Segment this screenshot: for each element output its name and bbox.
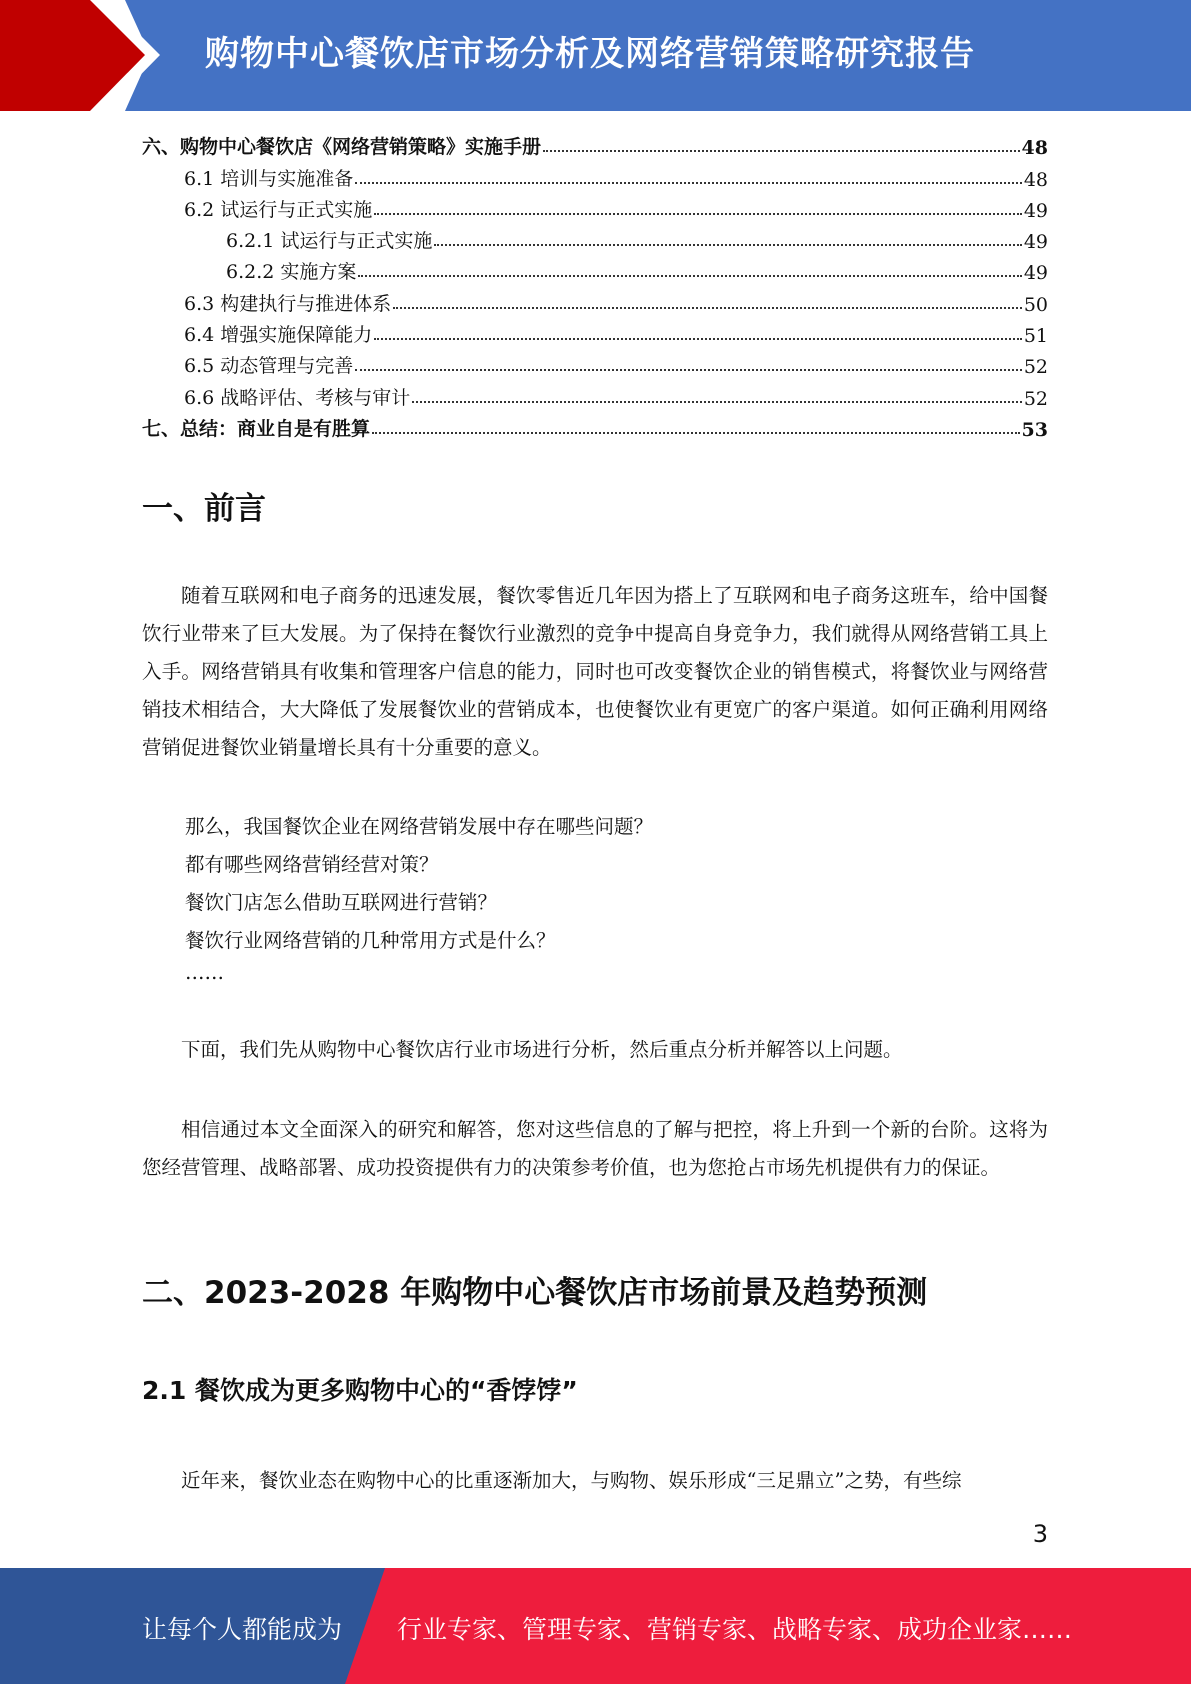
toc-entry-page: 49	[1023, 231, 1048, 254]
toc-entry-page: 52	[1023, 387, 1048, 410]
question-item: 餐饮门店怎么借助互联网进行营销？	[185, 891, 498, 914]
toc-entry[interactable]	[142, 159, 1048, 190]
toc-entry-page: 53	[1021, 418, 1048, 441]
toc-entry[interactable]	[142, 378, 1048, 409]
toc-leader-dots	[374, 338, 1022, 340]
conclusion-paragraph: 相信通过本文全面深入的研究和解答，您对这些信息的了解与把控，将上升到一个新的台阶。这将为您经营管理、战略部署、成功投资提供有力的决策参考价值，也为您抢占市场先机提供有力的保证。	[142, 1118, 1048, 1179]
toc-entry-label: 6.3 构建执行与推进体系	[184, 292, 392, 315]
toc-leader-dots	[393, 307, 1022, 309]
toc-entry-page: 50	[1023, 293, 1048, 316]
toc-entry-label: 6.2.1 试运行与正式实施	[226, 230, 433, 253]
toc-entry-page: 49	[1023, 199, 1048, 222]
intro-paragraph: 下面，我们先从购物中心餐饮店行业市场进行分析，然后重点分析并解答以上问题。	[181, 1038, 903, 1061]
toc-entry[interactable]	[142, 253, 1048, 284]
question-item: 都有哪些网络营销经营对策？	[185, 853, 439, 876]
toc-entry-page: 52	[1023, 356, 1048, 379]
toc-leader-dots	[355, 182, 1022, 184]
toc-leader-dots	[543, 150, 1020, 152]
subsection-paragraph: 近年来，餐饮业态在购物中心的比重逐渐加大，与购物、娱乐形成“三足鼎立”之势，有些综	[181, 1469, 962, 1492]
footer-slogan-left: 让每个人都能成为	[142, 1615, 343, 1644]
subsection-heading: 2.1 餐饮成为更多购物中心的“香饽饽”	[142, 1376, 578, 1405]
toc-entry-page: 49	[1023, 262, 1048, 285]
page-number: 3	[1032, 1520, 1048, 1548]
toc-entry[interactable]	[142, 347, 1048, 378]
toc-entry[interactable]	[142, 128, 1048, 159]
toc-entry-label: 6.6 战略评估、考核与审计	[184, 386, 411, 409]
footer-slogan-right: 行业专家、管理专家、营销专家、战略专家、成功企业家……	[397, 1615, 1073, 1644]
toc-entry[interactable]	[142, 284, 1048, 315]
report-title: 购物中心餐饮店市场分析及网络营销策略研究报告	[205, 34, 975, 74]
page-header	[0, 0, 1191, 111]
section-heading-preface: 一、前言	[142, 491, 266, 527]
toc-entry-page: 51	[1023, 325, 1048, 348]
toc-leader-dots	[374, 213, 1022, 215]
question-item: 餐饮行业网络营销的几种常用方式是什么？	[185, 929, 556, 952]
toc-entry-label: 六、购物中心餐饮店《网络营销策略》实施手册	[142, 136, 542, 159]
toc-leader-dots	[355, 369, 1022, 371]
page-footer	[0, 1568, 1191, 1684]
preface-paragraph: 随着互联网和电子商务的迅速发展，餐饮零售近几年因为搭上了互联网和电子商务这班车，给中国餐饮行业带来了巨大发展。为了保持在餐饮行业激烈的竞争中提高自身竞争力，我们就得从网络营销工具上入手。网络营销具有收集和管理客户信息的能力，同时也可改变餐饮企业的销售模式，将餐饮业与网络营销技术相结合，大大降低了发展餐饮业的营销成本，也使餐饮业有更宽广的客户渠道。如何正确利用网络营销促进餐饮业销量增长具有十分重要的意义。	[142, 584, 1048, 759]
toc-entry-page: 48	[1023, 168, 1048, 191]
question-item: 那么，我国餐饮企业在网络营销发展中存在哪些问题？	[185, 815, 654, 838]
question-ellipsis: ……	[185, 961, 224, 984]
toc-entry-label: 6.1 培训与实施准备	[184, 167, 354, 190]
toc-leader-dots	[434, 244, 1021, 246]
toc-leader-dots	[372, 432, 1020, 434]
section-heading-forecast: 二、2023-2028 年购物中心餐饮店市场前景及趋势预测	[142, 1275, 928, 1311]
toc-entry-label: 6.2 试运行与正式实施	[184, 198, 373, 221]
toc-entry-label: 七、总结：商业自是有胜算	[142, 417, 371, 440]
toc-entry-page: 48	[1021, 137, 1048, 160]
toc-leader-dots	[412, 401, 1022, 403]
toc-entry-label: 6.5 动态管理与完善	[184, 355, 354, 378]
toc-entry-label: 6.2.2 实施方案	[226, 261, 357, 284]
toc-entry[interactable]	[142, 316, 1048, 347]
toc-entry[interactable]	[142, 222, 1048, 253]
toc-entry[interactable]	[142, 410, 1048, 441]
toc-entry[interactable]	[142, 191, 1048, 222]
table-of-contents	[142, 128, 1048, 441]
toc-leader-dots	[358, 275, 1021, 277]
toc-entry-label: 6.4 增强实施保障能力	[184, 324, 373, 347]
